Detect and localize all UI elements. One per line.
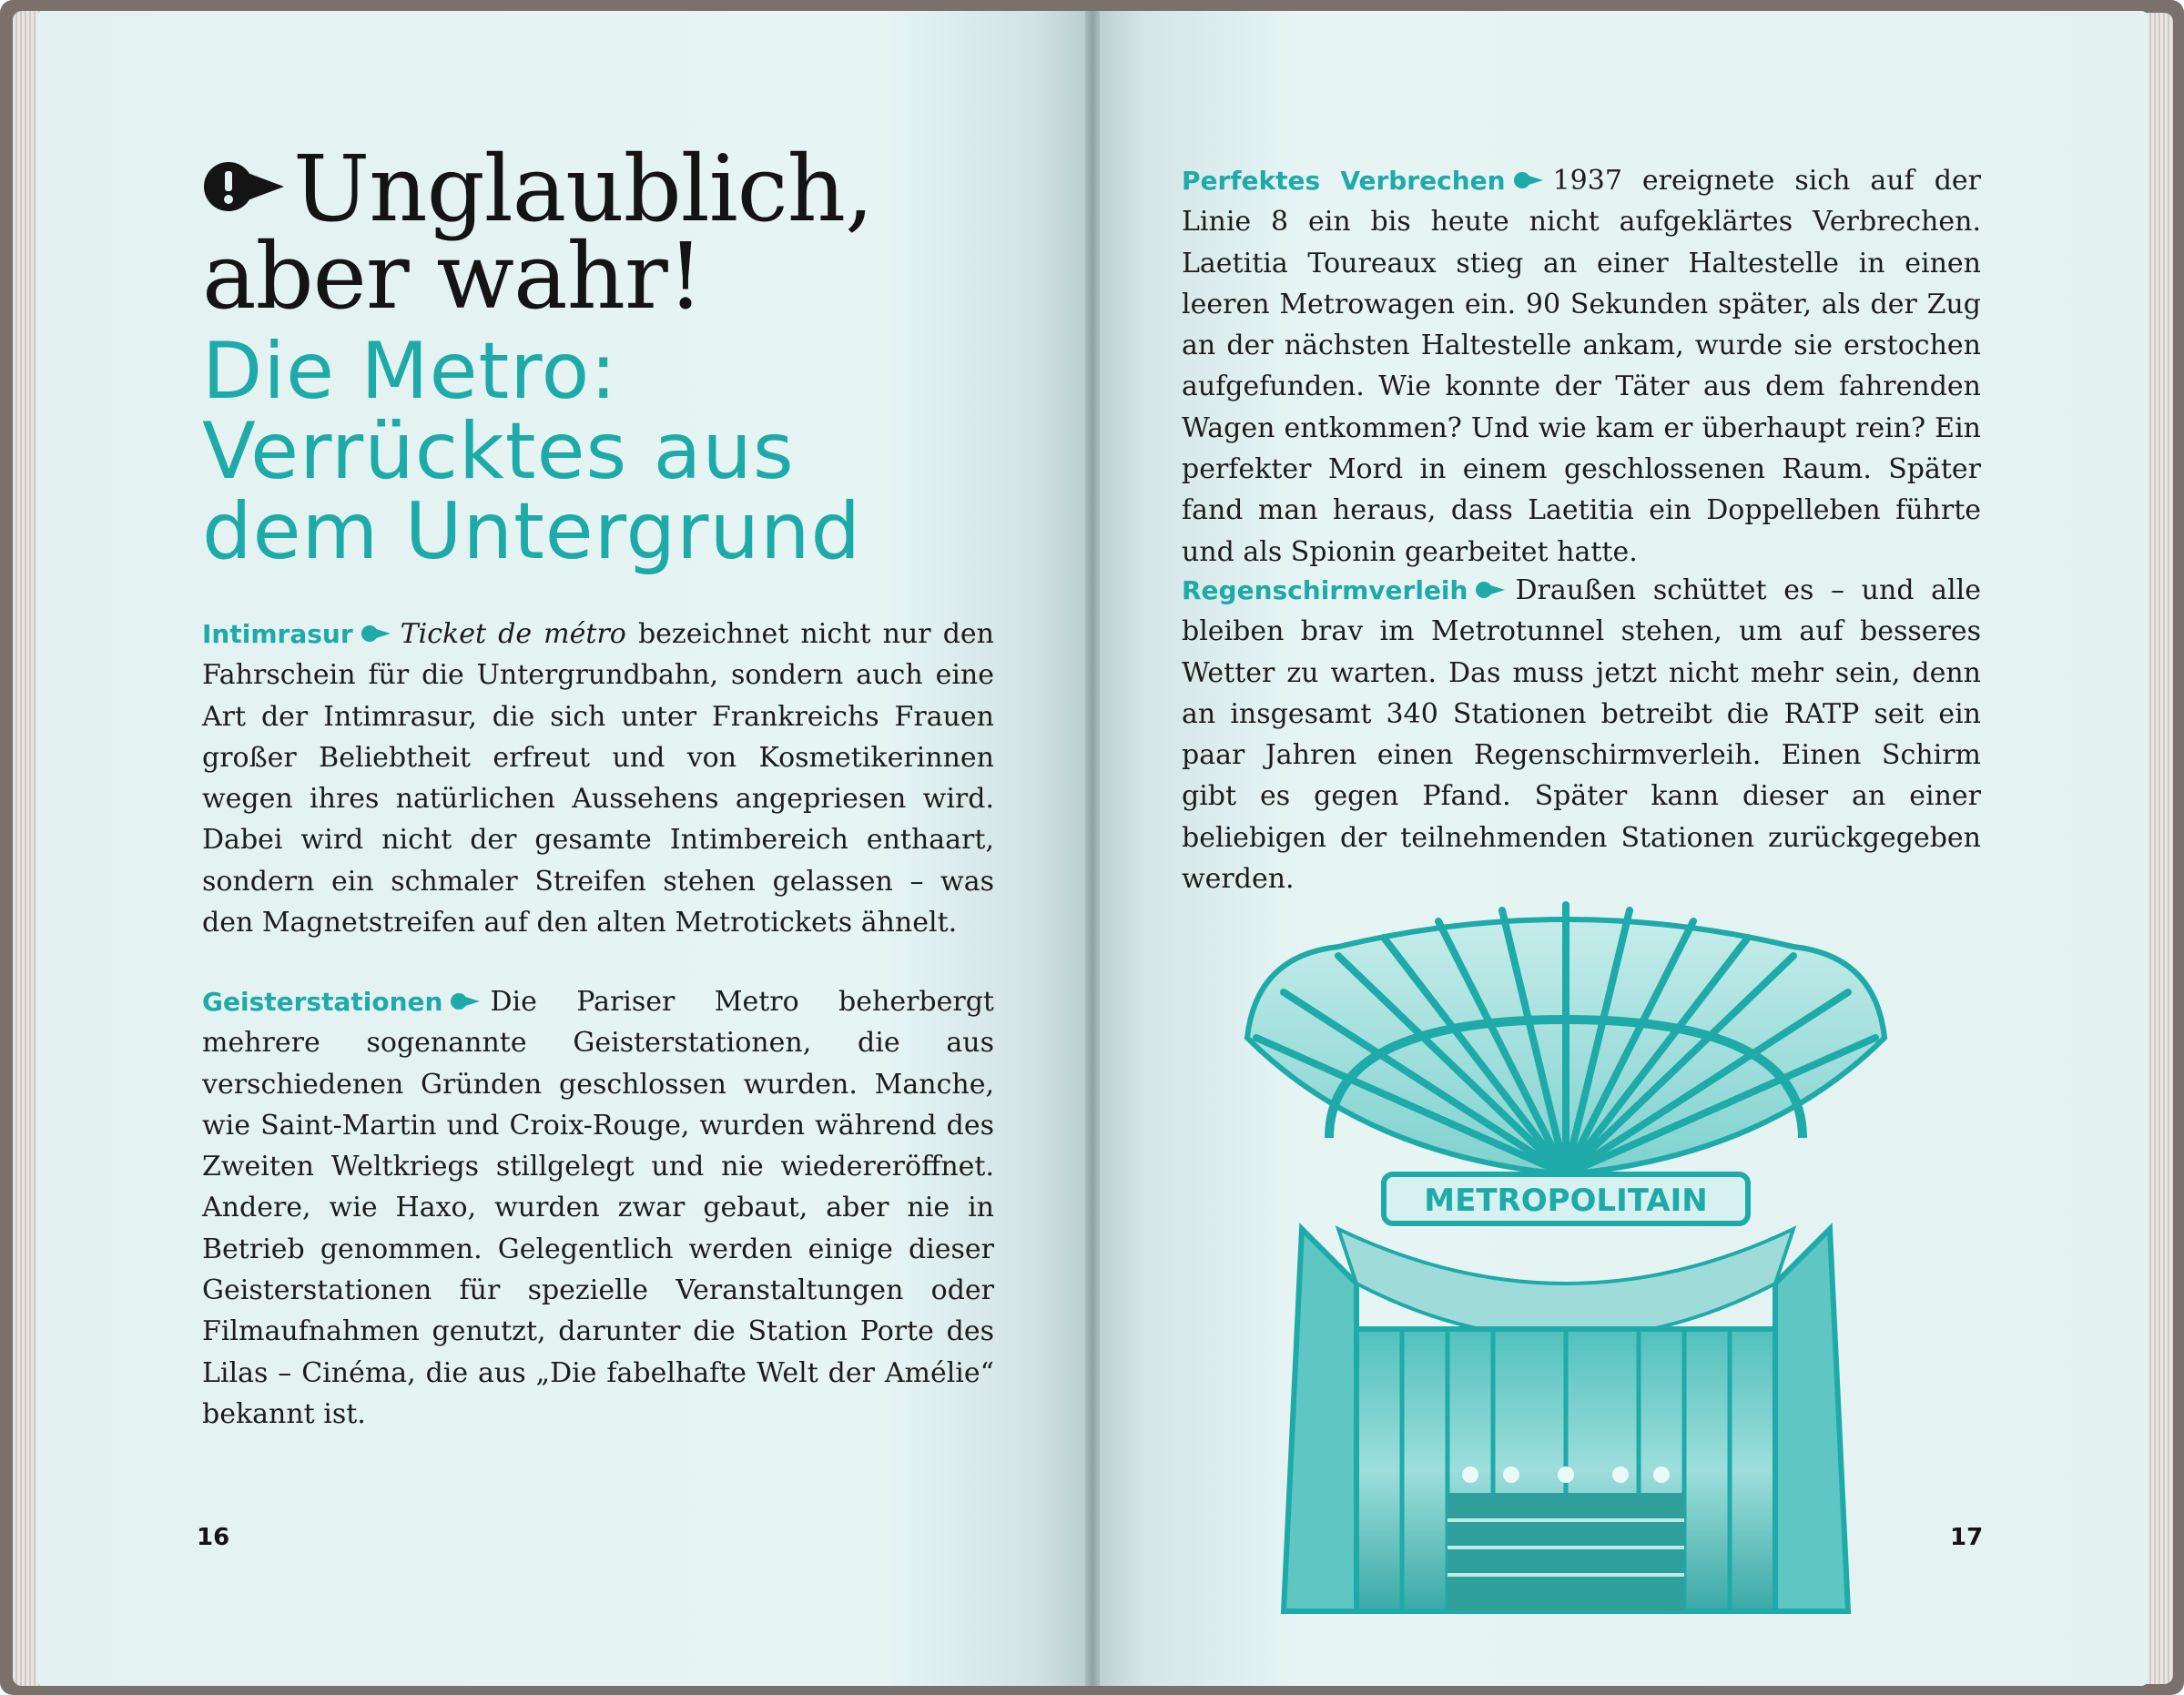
teal-speech-bullet-icon xyxy=(1513,171,1544,189)
section-lead: Perfektes Verbrechen xyxy=(1182,166,1506,196)
page-number-left: 16 xyxy=(197,1524,230,1551)
section-lead: Regenschirmverleih xyxy=(1182,575,1468,605)
section-regenschirmverleih xyxy=(1182,570,1981,899)
section-geisterstationen xyxy=(202,981,994,1435)
page-number-right: 17 xyxy=(1950,1524,1984,1551)
section-intimrasur xyxy=(202,614,994,943)
section-perfektes-verbrechen xyxy=(1182,160,1981,573)
book-gutter xyxy=(1085,11,1100,1686)
section-lead: Geisterstationen xyxy=(202,987,443,1017)
section-text: Die Pariser Metro beherbergt mehrere sogenannte Geisterstationen, die aus verschiedenen Gründen geschlossen wurden. Manche, wie Saint-Martin und Croix-Rouge, wurden während des Zweiten Weltkriegs stillgelegt und nie wiedereröffnet. Andere, wie Haxo, wurden zwar gebaut, aber nie in Betrieb genommen. Gelegentlich werden einige dieser Geisterstationen für spezielle Veranstaltungen oder Filmaufnahmen genutzt, darunter die Station Porte des Lilas – Cinéma, die aus „Die fabelhafte Welt der Amélie“ bekannt ist. xyxy=(202,986,994,1430)
teal-speech-bullet-icon xyxy=(450,992,481,1010)
section-text: 1937 ereignete sich auf der Linie 8 ein bis heute nicht aufgeklärtes Verbrechen. Laetitia Toureaux stieg an einer Haltestelle in einen leeren Metrowagen ein. 90 Sekunden später, als der Zug an der nächsten Haltestelle ankam, wurde sie erstochen aufgefunden. Wie konnte der Täter aus dem fahrenden Wagen entkommen? Und wie kam er überhaupt rein? Ein perfekter Mord in einem geschlossenen Raum. Später fand man heraus, dass Laetitia ein Doppelleben führte und als Spionin gearbeitet hatte. xyxy=(1182,165,1981,568)
section-text: bezeichnet nicht nur den Fahrschein für die Untergrundbahn, sondern auch eine Art der Intimrasur, die sich unter Frankreichs Frauen großer Beliebtheit erfreut und von Kosmetikerinnen wegen ihres natürlichen Aussehens angepriesen wird. Dabei wird nicht der gesamte Intimbereich enthaart, sondern ein schmaler Streifen stehen gelassen – was den Magnetstreifen auf den alten Metrotickets ähnelt. xyxy=(202,618,994,939)
heading-black-line-1: Unglaublich, xyxy=(293,136,873,242)
section-italic-term: Ticket de métro xyxy=(400,618,626,650)
section-text: Draußen schüttet es – und alle bleiben brav im Metrotunnel stehen, um auf besseres Wetter zu warten. Das muss jetzt nicht mehr sein, denn an insgesamt 340 Stationen betreibt die RATP seit ein paar Jahren einen Regenschirmverleih. Einen Schirm gibt es gegen Pfand. Später kann dieser an einer beliebigen der teilnehmenden Stationen zurückgegeben werden. xyxy=(1182,574,1981,896)
exclamation-speech-bubble-icon xyxy=(202,160,286,213)
section-lead: Intimrasur xyxy=(202,619,353,649)
teal-speech-bullet-icon xyxy=(361,624,391,643)
heading-teal-line-3: dem Untergrund xyxy=(202,486,862,577)
metro-entrance-illustration xyxy=(1220,901,1912,1629)
page-heading xyxy=(202,136,1021,577)
teal-speech-bullet-icon xyxy=(1475,581,1506,599)
metro-sign-text: METROPOLITAIN xyxy=(1424,1182,1708,1219)
heading-teal-line-2: Verrücktes aus xyxy=(202,406,795,497)
heading-black-line-2: aber wahr! xyxy=(202,223,704,330)
heading-teal-line-1: Die Metro: xyxy=(202,326,618,417)
